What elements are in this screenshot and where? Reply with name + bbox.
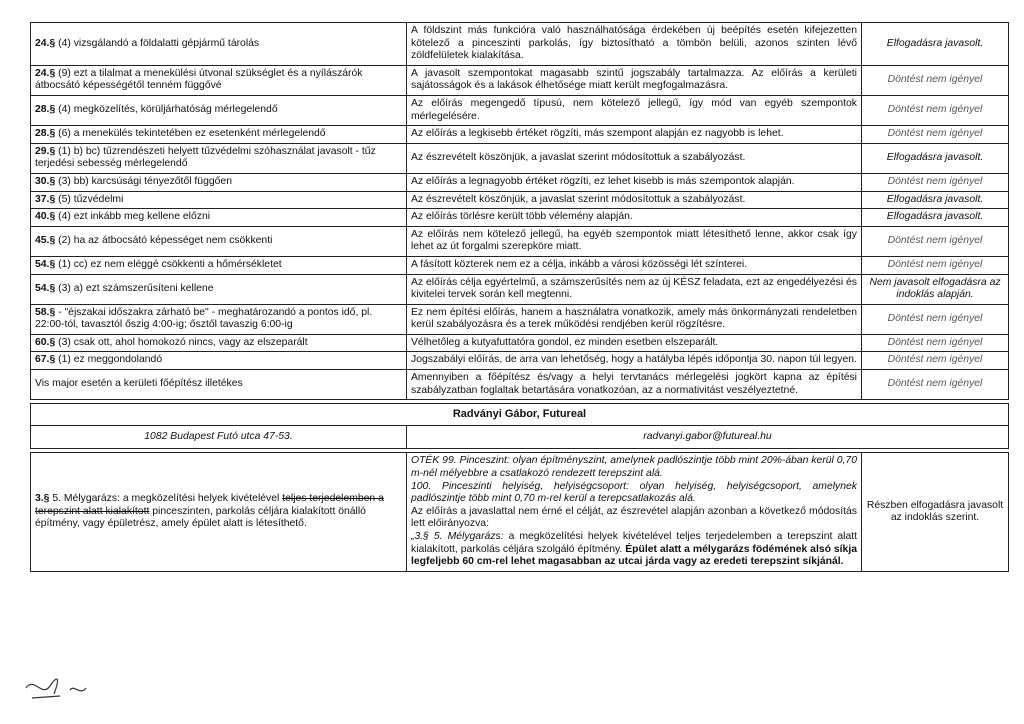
last-struck-text: teljes terjedelemben a terepszint alatt kialakított — [35, 493, 384, 517]
request-text: (4) megközelítés, körüljárhatóság mérlegelendő — [58, 104, 278, 116]
last-quote-label: Mélygarázs: — [447, 531, 504, 542]
decision-cell: Elfogadásra javasolt. — [862, 143, 1009, 173]
request-text: (9) ezt a tilalmat a menekülési útvonal szükséglet és a nyílászárók átbocsátó képességétől tenném függővé — [35, 67, 363, 92]
table-row — [31, 304, 1009, 334]
last-quote-bold: Épület alatt a mélygarázs födémének alsó síkja legfeljebb 60 cm-rel lehet magasabban az utcai járda vagy az eredeti terepszint síkjánál. — [411, 543, 857, 568]
request-text: (4) ezt inkább meg kellene előzni — [58, 211, 211, 223]
decision-cell: Döntést nem igényel — [862, 256, 1009, 274]
section-number: 60.§ — [35, 336, 56, 348]
table-row — [31, 191, 1009, 209]
decision-cell: Döntést nem igényel — [862, 334, 1009, 352]
request-cell — [31, 352, 407, 370]
response-cell: Az előírás a legnagyobb értéket rögzíti, ez lehet kisebb is más szempontok alapján. — [407, 173, 862, 191]
request-text: (6) a menekülés tekintetében ez esetenként mérlegelendő — [58, 128, 326, 140]
request-text: (3) csak ott, ahol homokozó nincs, vagy az elszeparált — [58, 336, 308, 348]
table-row — [31, 352, 1009, 370]
decision-cell: Elfogadásra javasolt. — [862, 191, 1009, 209]
section-number: 58.§ — [35, 306, 56, 318]
last-quote-text: a megközelítési helyek kivételével teljes terjedelemben a terepszint alatt kialakított, parkolás céljára szolgáló építmény. — [411, 531, 857, 555]
commenter-name: Radványi Gábor, Futureal — [31, 404, 1009, 426]
commenter-email: radvanyi.gabor@futureal.hu — [407, 425, 1009, 449]
request-cell — [31, 334, 407, 352]
section-number: 37.§ — [35, 193, 56, 205]
response-cell: A javasolt szempontokat magasabb szintű jogszabály tartalmazza. Az előírás a kerületi sajátosságok és a lakások élhetősége miatt került megfogalmazásra. — [407, 65, 862, 95]
table-row — [31, 126, 1009, 144]
response-cell: Az előírás megengedő típusú, nem kötelező jellegű, így mód van egyéb szempontok mérlegelésére. — [407, 95, 862, 125]
decision-cell: Elfogadásra javasolt. — [862, 23, 1009, 66]
table-row — [31, 23, 1009, 66]
section-number: 40.§ — [35, 211, 56, 223]
last-sec: 3.§ — [35, 493, 50, 505]
response-cell: Az előírás célja egyértelmű, a számszerűsítés nem az új KÉSZ feladata, ezt az engedélyezési és kivitelei tervek során kell megtenni. — [407, 274, 862, 304]
response-cell: Az előírás törlésre került több vélemény alapján. — [407, 209, 862, 227]
table-row — [31, 334, 1009, 352]
signature-icon — [20, 668, 110, 708]
table-row — [31, 274, 1009, 304]
last-otek-99: OTÉK 99. Pinceszint: olyan építményszint, amelynek padlószintje több mint 20%-ában kerül 0,70 m-nél mélyebbre a csatlakozó rendezett terepszint alá. — [411, 455, 857, 480]
section-number: 24.§ — [35, 37, 56, 49]
request-cell — [31, 370, 407, 400]
table-row — [31, 65, 1009, 95]
last-decision: Részben elfogadásra javasolt az indoklás szerint. — [862, 453, 1009, 571]
section-number: 24.§ — [35, 67, 56, 79]
last-text-after: pinceszinten, parkolás céljára kialakított önálló építmény, vagy épületrész, amely épület alatt is létesíthető. — [35, 505, 366, 530]
table-row — [31, 95, 1009, 125]
request-cell — [31, 304, 407, 334]
request-cell — [31, 209, 407, 227]
section-number: 54.§ — [35, 258, 56, 270]
comments-table-body — [31, 23, 1009, 400]
decision-cell: Elfogadásra javasolt. — [862, 209, 1009, 227]
request-cell — [31, 126, 407, 144]
response-cell: A fásított közterek nem ez a célja, inkább a városi közösségi lét színterei. — [407, 256, 862, 274]
request-text: (2) ha az átbocsátó képességet nem csökkenti — [58, 235, 273, 247]
section-number: 67.§ — [35, 354, 56, 366]
table-row — [31, 143, 1009, 173]
section-number: 54.§ — [35, 282, 56, 294]
last-quote-start: „3.§ 5. — [411, 531, 443, 542]
request-cell — [31, 173, 407, 191]
request-cell — [31, 274, 407, 304]
response-cell: Az előírás nem kötelező jellegű, ha egyéb szempontok miatt létesíthető lenne, akkor csak így lehet az út forgalmi szerepköre miatt. — [407, 226, 862, 256]
request-cell — [31, 226, 407, 256]
request-text: (5) tűzvédelmi — [58, 193, 124, 205]
decision-cell: Döntést nem igényel — [862, 304, 1009, 334]
table-row — [31, 209, 1009, 227]
last-otek-100: 100. Pinceszinti helyiség, helyiségcsoport: olyan helyiség, helyiségcsoport, amelynek padlószintje több mint 0,70 m-rel kerül a terepcsatlakozás alá. — [411, 480, 857, 505]
last-response-cell — [407, 453, 862, 571]
table-row — [31, 370, 1009, 400]
request-cell — [31, 23, 407, 66]
response-cell: Vélhetőleg a kutyafuttatóra gondol, ez minden esetben elszeparált. — [407, 334, 862, 352]
request-text: (3) a) ezt számszerűsíteni kellene — [58, 282, 214, 294]
request-text: (4) vizsgálandó a földalatti gépjármű tárolás — [58, 37, 260, 49]
section-number: 28.§ — [35, 104, 56, 116]
decision-cell: Nem javasolt elfogadásra az indoklás alapján. — [862, 274, 1009, 304]
decision-cell: Döntést nem igényel — [862, 370, 1009, 400]
response-cell: Ez nem építési előírás, hanem a használatra vonatkozik, amely más önkormányzati rendeletben kerül szabályozásra és a terek működési rendjében kerül rögzítésre. — [407, 304, 862, 334]
response-cell: Amennyiben a főépítész és/vagy a helyi tervtanács mérlegelési jogkört kapna az építési szabályzatban foglaltak betartására vonatkozóan, az a normativitást veszélyeztetné. — [407, 370, 862, 400]
comments-table — [30, 22, 1009, 572]
response-cell: A földszint más funkcióra való használhatósága érdekében új beépítés esetén kifejezetten kötelező a pinceszinti parkolás, így biztosítható a tömbön belüli, azonos szinten lévő zöldfelületek kialakítása. — [407, 23, 862, 66]
section-number: 45.§ — [35, 235, 56, 247]
response-cell: Az észrevételt köszönjük, a javaslat szerint módosítottuk a szabályozást. — [407, 191, 862, 209]
request-cell — [31, 256, 407, 274]
last-label: Mélygarázs: — [63, 493, 120, 505]
decision-cell: Döntést nem igényel — [862, 173, 1009, 191]
section-number: 30.§ — [35, 175, 56, 187]
last-response: Az előírás a javaslattal nem érné el célját, az észrevétel alapján azonban a következő módosítás lett előirányozva: — [411, 505, 857, 530]
decision-cell: Döntést nem igényel — [862, 65, 1009, 95]
decision-cell: Döntést nem igényel — [862, 95, 1009, 125]
section-number: 29.§ — [35, 145, 56, 157]
section-number: 28.§ — [35, 128, 56, 140]
request-text: - "éjszakai időszakra zárható be" - meghatározandó a pontos idő, pl. 22:00-tól, tavasztól őszig 4:00-ig; ősztől tavaszig 6:00-ig — [35, 306, 373, 331]
request-text: (1) cc) ez nem eléggé csökkenti a hőmérsékletet — [58, 258, 282, 270]
last-request-cell — [31, 453, 407, 571]
response-cell: Az előírás a legkisebb értéket rögzíti, más szempont alapján ez nagyobb is lehet. — [407, 126, 862, 144]
request-cell — [31, 65, 407, 95]
decision-cell: Döntést nem igényel — [862, 352, 1009, 370]
last-text-before: a megközelítési helyek kivételével — [122, 493, 280, 505]
table-row — [31, 173, 1009, 191]
commenter-block — [31, 400, 1009, 572]
decision-cell: Döntést nem igényel — [862, 126, 1009, 144]
request-text: Vis major esetén a kerületi főépítész illetékes — [35, 378, 243, 390]
response-cell: Jogszabályi előírás, de arra van lehetőség, hogy a hatályba lépés időpontja 30. napon túl legyen. — [407, 352, 862, 370]
request-text: (1) b) bc) tűzrendészeti helyett tűzvédelmi szóhasználat javasolt - tűz terjedési sebesség mérlegelendő — [35, 145, 376, 170]
last-quote — [411, 531, 857, 569]
table-row — [31, 256, 1009, 274]
request-cell — [31, 95, 407, 125]
request-cell — [31, 143, 407, 173]
decision-cell: Döntést nem igényel — [862, 226, 1009, 256]
request-text: (3) bb) karcsúsági tényezőtől függően — [58, 175, 232, 187]
response-cell: Az észrevételt köszönjük, a javaslat szerint módosítottuk a szabályozást. — [407, 143, 862, 173]
request-text: (1) ez meggondolandó — [58, 354, 163, 366]
commenter-address: 1082 Budapest Futó utca 47-53. — [31, 425, 407, 449]
last-sec-num: 5. — [52, 493, 62, 505]
request-cell — [31, 191, 407, 209]
table-row — [31, 226, 1009, 256]
